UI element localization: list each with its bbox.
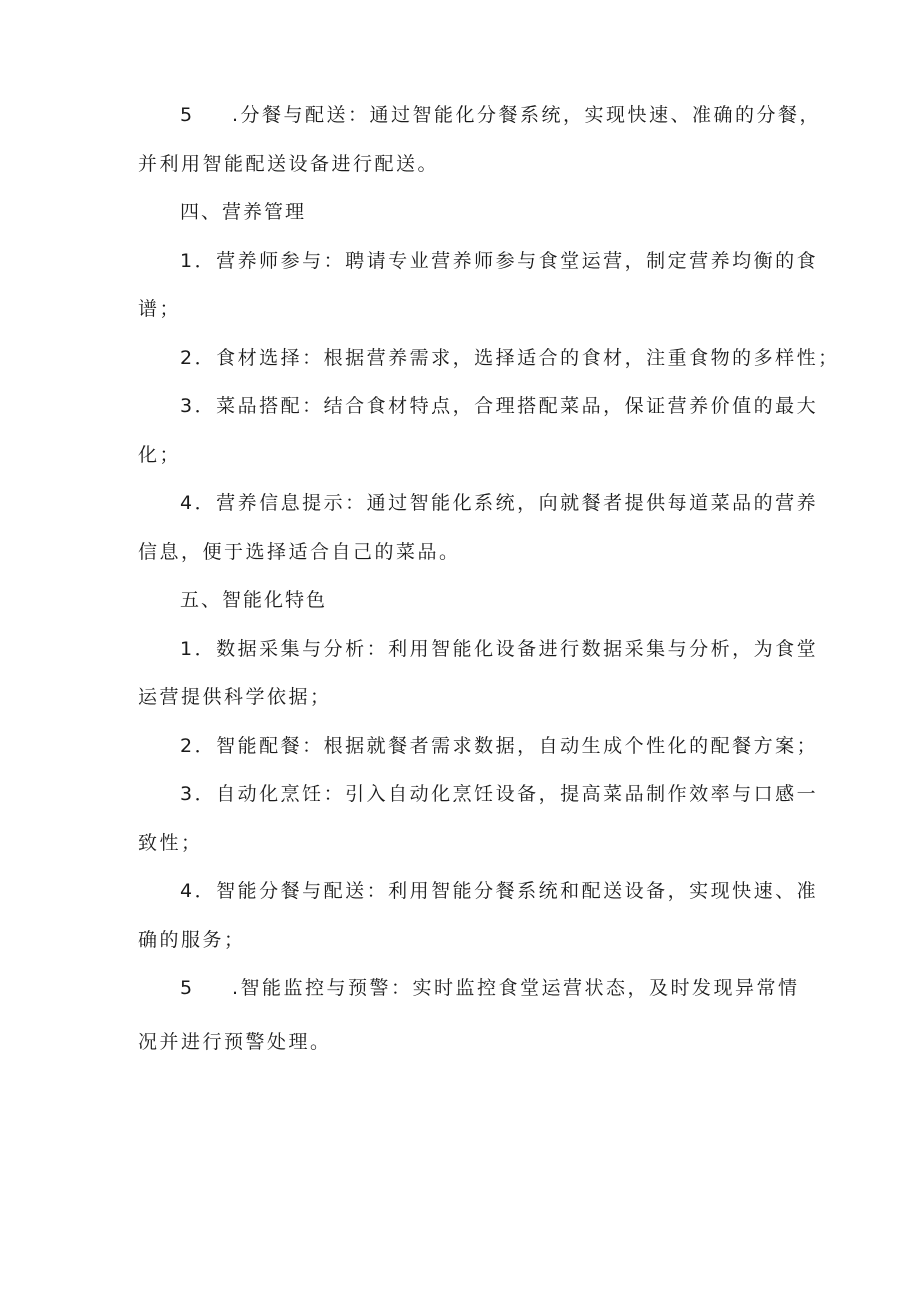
item-number: 5	[180, 104, 195, 126]
item-text: .分餐与配送：通过智能化分餐系统，实现快速、准确的分餐，	[232, 104, 822, 126]
section-heading-smart-features: 五、智能化特色	[180, 589, 328, 611]
item-number: 5	[180, 977, 195, 999]
nutrition-item-4-line2: 信息，便于选择适合自己的菜品。	[138, 541, 461, 563]
nutrition-item-4-line1: 4．营养信息提示：通过智能化系统，向就餐者提供每道菜品的营养	[180, 492, 819, 514]
nutrition-item-1-line2: 谱；	[138, 298, 182, 320]
nutrition-item-2-line1: 2．食材选择：根据营养需求，选择适合的食材，注重食物的多样性；	[180, 347, 840, 369]
section-heading-nutrition: 四、营养管理	[180, 201, 307, 223]
smart-item-3-line2: 致性；	[138, 832, 203, 854]
nutrition-item-3-line2: 化；	[138, 444, 182, 466]
smart-item-1-line2: 运营提供科学依据；	[138, 686, 332, 708]
item-5-distribution-line1	[180, 103, 821, 127]
item-5-distribution-line2: 并利用智能配送设备进行配送。	[138, 153, 440, 175]
smart-item-5-line2: 况并进行预警处理。	[138, 1031, 332, 1053]
smart-item-2-line1: 2．智能配餐：根据就餐者需求数据，自动生成个性化的配餐方案；	[180, 735, 819, 757]
nutrition-item-1-line1: 1．营养师参与：聘请专业营养师参与食堂运营，制定营养均衡的食	[180, 250, 819, 272]
smart-item-1-line1: 1．数据采集与分析：利用智能化设备进行数据采集与分析，为食堂	[180, 638, 819, 660]
item-text: .智能监控与预警：实时监控食堂运营状态，及时发现异常情	[232, 977, 800, 999]
smart-item-4-line1: 4．智能分餐与配送：利用智能分餐系统和配送设备，实现快速、准	[180, 880, 819, 902]
smart-item-4-line2: 确的服务；	[138, 929, 246, 951]
nutrition-item-3-line1: 3．菜品搭配：结合食材特点，合理搭配菜品，保证营养价值的最大	[180, 395, 819, 417]
smart-item-3-line1: 3．自动化烹饪：引入自动化烹饪设备，提高菜品制作效率与口感一	[180, 783, 819, 805]
smart-item-5-line1	[180, 976, 800, 1000]
